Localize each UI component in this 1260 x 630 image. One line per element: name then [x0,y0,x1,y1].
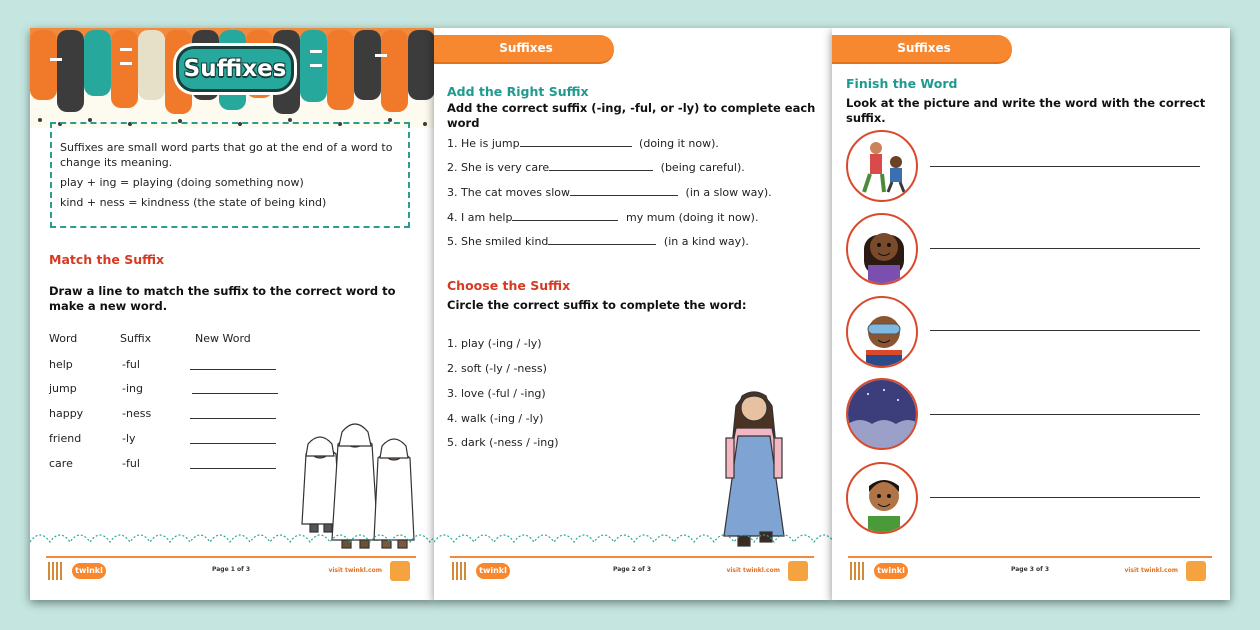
suffix-ful: -ful [122,358,140,371]
answer-line[interactable] [190,418,276,419]
add-item-5 [447,235,749,248]
choose-item[interactable]: 1. play (-ing / -ly) [447,337,542,350]
add-suffix-instruction: Add the correct suffix (-ing, -ful, or -ly) to complete each word [447,101,816,130]
scallop-border [30,522,434,548]
add-item-1 [447,137,719,150]
item-text: The cat moves slow [461,186,571,199]
page-number: Page 2 of 3 [613,566,651,573]
word-happy: happy [49,407,84,420]
site-link[interactable]: visit twinkl.com [1124,567,1178,574]
add-suffix-heading: Add the Right Suffix [447,84,589,99]
suffix-ful: -ful [122,457,140,470]
answer-line[interactable] [930,497,1200,498]
answer-line[interactable] [930,166,1200,167]
page-footer [848,556,1212,586]
girl-face-picture [846,213,918,285]
worksheet-title: Suffixes [176,46,294,92]
page-number: Page 3 of 3 [1011,566,1049,573]
page-footer [450,556,814,586]
night-sky-picture [846,378,918,450]
add-item-3 [447,186,772,199]
answer-line[interactable] [570,195,678,196]
award-badge-icon [1186,561,1206,581]
match-instruction: Draw a line to match the suffix to the correct word to make a new word. [49,284,396,313]
suffix-ly: -ly [122,432,136,445]
smiling-boy-picture [846,462,918,534]
header-tab-label: Suffixes [499,41,553,55]
page-number: Page 1 of 3 [212,566,250,573]
answer-line[interactable] [190,369,276,370]
item-text: He is jump [461,137,520,150]
item-text: She smiled kind [461,235,549,248]
col-word: Word [49,332,78,345]
suffix-definition: Suffixes are small word parts that go at the end of a word to change its meaning. [60,141,393,169]
col-new-word: New Word [195,332,251,345]
col-suffix: Suffix [120,332,152,345]
item-number: 1. [447,137,458,150]
answer-line[interactable] [192,393,278,394]
answer-line[interactable] [930,330,1200,331]
choose-suffix-heading: Choose the Suffix [447,278,571,293]
page-footer [46,556,416,586]
item-hint: (in a slow way). [685,186,772,199]
answer-line[interactable] [512,220,618,221]
word-help: help [49,358,73,371]
answer-line[interactable] [549,170,653,171]
item-hint: (doing it now). [639,137,719,150]
header-tab [832,35,1012,64]
item-number: 3. [447,186,458,199]
worksheet-page-3 [832,28,1230,600]
suffix-ness: -ness [122,407,152,420]
header-tab-label: Suffixes [897,41,951,55]
site-link[interactable]: visit twinkl.com [328,567,382,574]
match-heading: Match the Suffix [49,252,165,267]
word-jump: jump [49,382,77,395]
item-number: 5. [447,235,458,248]
example-1: play + ing = playing (doing something now) [60,176,304,189]
add-item-2 [447,161,745,174]
item-number: 4. [447,211,458,224]
choose-item[interactable]: 5. dark (-ness / -ing) [447,436,559,449]
worksheet-page-2 [434,28,832,600]
scallop-border [434,522,832,548]
twinkl-logo: twinkl [874,563,908,579]
example-2: kind + ness = kindness (the state of being kind) [60,196,327,209]
answer-line[interactable] [190,468,276,469]
twinkl-logo: twinkl [72,563,106,579]
finish-word-instruction: Look at the picture and write the word with the correct suffix. [846,96,1206,125]
intro-box [50,122,410,228]
choose-item[interactable]: 4. walk (-ing / -ly) [447,412,544,425]
item-hint: (in a kind way). [663,235,749,248]
choose-item[interactable]: 3. love (-ful / -ing) [447,387,546,400]
twinkl-logo: twinkl [476,563,510,579]
finish-word-heading: Finish the Word [846,76,958,91]
item-text: I am help [461,211,513,224]
award-badge-icon [390,561,410,581]
boy-goggles-picture [846,296,918,368]
word-care: care [49,457,73,470]
item-text: She is very care [461,161,550,174]
site-link[interactable]: visit twinkl.com [726,567,780,574]
worksheet-page-1 [30,28,434,600]
item-number: 2. [447,161,458,174]
word-friend: friend [49,432,82,445]
header-tab [434,35,614,64]
item-hint: my mum (doing it now). [625,211,759,224]
title-banner [30,28,434,128]
item-hint: (being careful). [660,161,745,174]
answer-line[interactable] [930,248,1200,249]
answer-line[interactable] [520,146,632,147]
award-badge-icon [788,561,808,581]
answer-line[interactable] [548,244,656,245]
suffix-ing: -ing [122,382,143,395]
helping-picture [846,130,918,202]
answer-line[interactable] [190,443,276,444]
choose-item[interactable]: 2. soft (-ly / -ness) [447,362,547,375]
answer-line[interactable] [930,414,1200,415]
add-item-4 [447,211,758,224]
choose-suffix-instruction: Circle the correct suffix to complete the word: [447,298,747,312]
